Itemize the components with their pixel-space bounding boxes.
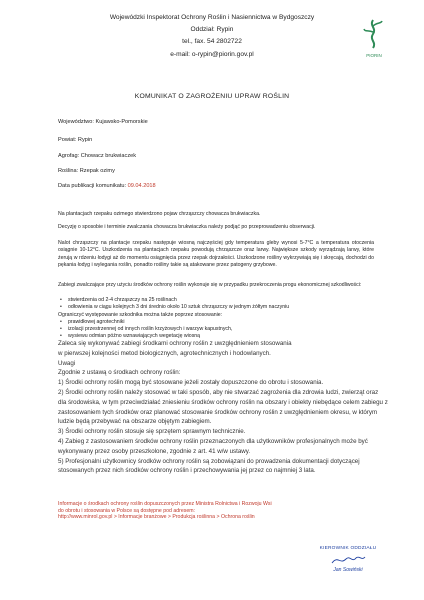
stamp-title: KIEROWNIK ODDZIAŁU [319,546,377,551]
paragraph-1: Na plantacjach rzepaku ozimego stwierdzono pojaw chrząszczy chowacza brukwiaczka. [58,211,261,217]
footer-link[interactable]: http://www.minrol.gov.pl > Informacje branżowe > Produkcja roślinna > Ochrona roślin [58,514,255,521]
paragraph-2: Decyzję o sposobie i terminie zwalczania chowacza brukwiaczka należy podjąć po przeprowadzeniu obserwacji. [58,224,316,230]
note-item: 5) Profesjonalni użytkownicy środków ochrony roślin są zobowiązani do prowadzenia dokumentacji dotyczącej stosowanych przez nich środków ochrony roślin i przechowywania jej przez co najmniej 3 lata. [58,457,360,475]
signature-stamp [318,546,378,590]
notes-block [58,339,388,476]
list-item: • wysiewu odmian późno wznawiających wegetację wiosną [58,333,374,340]
field-label: Agrofag: [58,153,81,159]
note-line: Zgodnie z ustawą o środkach ochrony roślin: [58,369,181,377]
field-value: Rypin [77,137,93,143]
footer-line: Informacje o środkach ochrony roślin dopuszczonych przez Ministra Rolnictwa i Rozwoju Wsi [58,501,272,507]
field-value: Chowacz brukwiaczek [80,153,137,159]
header-org: Wojewódzki Inspektorat Ochrony Roślin i Nasiennictwa w Bydgoszczy [109,14,315,21]
field-value-date: 09.04.2018 [127,183,156,189]
field-label: Województwo: [58,119,96,125]
field-value: Kujawsko-Pomorskie [95,119,148,125]
field-data [58,183,156,189]
field-value: Rzepak ozimy [79,168,115,174]
page-title: KOMUNIKAT O ZAGROŻENIU UPRAW ROŚLIN [134,93,290,100]
paragraph-5: Ograniczyć występowanie szkodnika można także poprzez stosowanie: [58,311,223,318]
paragraph-4: Zabiegi zwalczające przy użyciu środków ochrony roślin wykonuje się w przypadku przekroczenia progu ekonomicznej szkodliwości: [58,282,362,288]
notes-heading: Uwagi [58,359,76,367]
piorin-logo-icon [360,18,386,52]
signature-scribble-icon [328,553,368,567]
note-item: 4) Zabieg z zastosowaniem środków ochrony roślin przeznaczonych dla użytkowników profesjonalnych może być wykonywany przez osoby przeszkolone, zgodnie z art. 41 w/w ustawy. [58,437,368,455]
header-email[interactable]: e-mail: o-rypin@piorin.gov.pl [170,51,254,58]
list-item: • stwierdzenia od 2-4 chrząszczy na 25 roślinach [58,297,374,304]
note-item: 3) Środki ochrony roślin stosuje się sprzętem sprawnym technicznie. [58,428,246,436]
list-item: • izolacji przestrzennej od innych roślin krzyżowych i warzyw kapustnych, [58,326,374,333]
field-agrofag [58,153,136,159]
footer-line: do obrotu i stosowania w Polsce są dostępne pod adresem: [58,507,195,514]
note-line: Zaleca się wykonywać zabiegi środkami ochrony roślin z uwzględnieniem stosowania [58,340,292,347]
field-powiat [58,137,92,143]
field-label: Roślina: [58,168,80,174]
note-line: w pierwszej kolejności metod biologicznych, agrotechnicznych i hodowlanych. [58,349,271,357]
paragraph-3: Nalot chrząszczy na plantacje rzepaku następuje wiosną najczęściej gdy temperatura gleby wynosi 5-7°C a temperatura otoczenia osiągnie 10-12°C. Uszkodzenia na plantacjach rzepaku powodują chrząszcze oraz larwy. Największe szkody wyrządzają larwy, które żerują w rdzeniu łodygi aż do momentu osiągnięcia przez rzepak dojrzałości. Uszkodzone rośliny wykrzywiają się i skręcają, dochodzi do pękania łodyg i wylegania roślin, ponadto rośliny takie są atakowane przez patogeny grzybowe. [58,240,374,268]
threshold-list [58,297,374,341]
field-roslina [58,168,115,174]
field-label: Data publikacji komunikatu: [58,183,128,189]
header-branch: Oddział: Rypin [190,26,234,33]
field-label: Powiat: [58,137,78,143]
list-item: • odłowienia w ciągu kolejnych 3 dni średnio około 10 sztuk chrząszczy w jednym żółtym naczyniu [58,304,374,311]
field-wojewodztwo [58,119,148,125]
footer-info [58,501,378,521]
header-phone: tel., fax. 54 2802722 [182,38,242,45]
stamp-name: Jan Sowiński [333,567,363,573]
note-item: 2) Środki ochrony roślin należy stosować w taki sposób, aby nie stwarzać zagrożenia dla zdrowia ludzi, zwierząt oraz dla środowiska, w tym przeciwdziałać zniesieniu środków ochrony roślin na obszary i obiekty niebędące celem zabiegu z zastosowaniem tych środków oraz planować stosowanie środków ochrony roślin z uwzględnieniem okresu, w którym ludzie będą przebywać na obszarze objętym zabiegiem. [58,388,388,426]
logo-text: PIORIN [366,53,382,58]
note-item: 1) Środki ochrony roślin mogą być stosowane jeżeli zostały dopuszczone do obrotu i stosowania. [58,379,324,387]
list-item: • prawidłowej agrotechniki [58,319,374,326]
